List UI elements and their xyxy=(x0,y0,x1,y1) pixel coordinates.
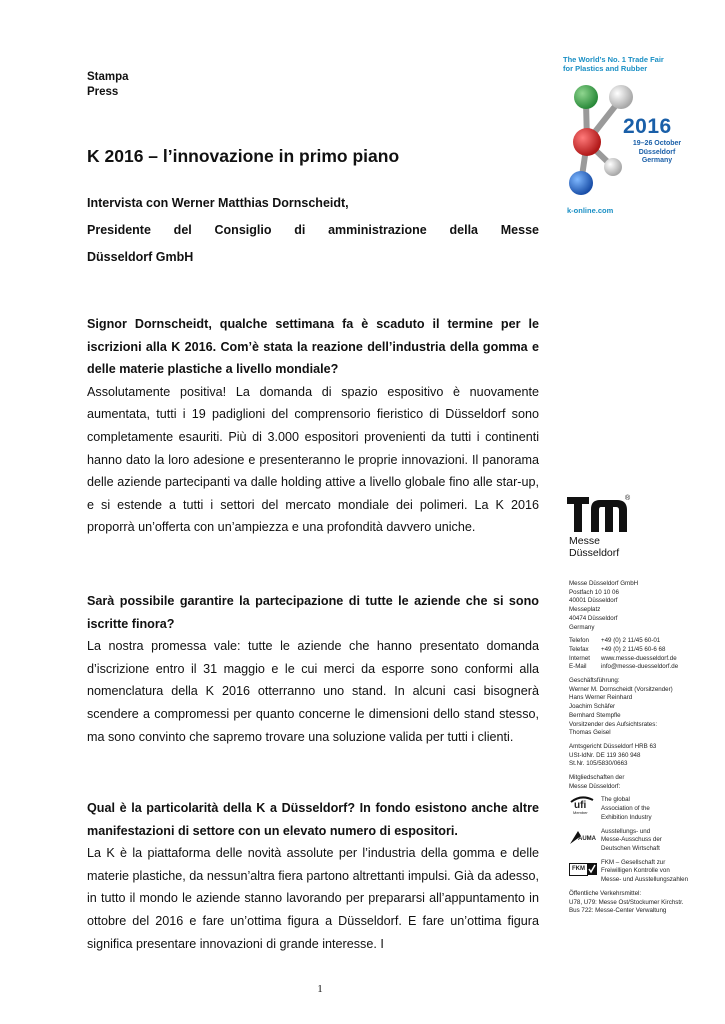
registered-mark: ® xyxy=(625,495,631,502)
ufi-logo-icon: ufi Member xyxy=(569,796,597,816)
qa-block-3 xyxy=(87,797,539,955)
ufi-membership: ufi Member The global Association of the Exhibition Industry xyxy=(569,796,704,822)
header-stampa: Stampa xyxy=(87,71,129,83)
messe-duesseldorf-logo xyxy=(567,495,667,570)
address-block: Messe Düsseldorf GmbH Postfach 10 10 06 40001 Düsseldorf Messeplatz 40474 Düsseldorf Germany xyxy=(569,580,639,631)
page-number: 1 xyxy=(317,983,323,995)
contact-phone: Telefon +49 (0) 2 11/45 60-01 xyxy=(569,637,661,645)
press-header xyxy=(87,70,129,100)
registry-block: Amtsgericht Düsseldorf HRB 63 USt-IdNr. DE 119 360 948 St.Nr. 105/5830/0663 xyxy=(569,742,657,768)
company-info-sidebar xyxy=(569,580,704,921)
contact-email[interactable]: E-Mail info@messe-duesseldorf.de xyxy=(569,663,679,671)
intro-line-3: Düsseldorf GmbH xyxy=(87,250,194,264)
contact-internet[interactable]: Internet www.messe-duesseldorf.de xyxy=(569,654,677,662)
qa-block-2 xyxy=(87,590,539,748)
fkm-membership: FKM FKM – Gesellschaft zur Freiwilligen Kontrolle von Messe- und Ausstellungszahlen xyxy=(569,859,704,885)
question-1: Signor Dornscheidt, qualche settimana fa è scaduto il termine per le iscrizioni alla K 2016. Com’è stata la reazione dell’industria della gomma e delle materie plastiche a livello mondiale? xyxy=(87,317,539,377)
contact-block xyxy=(569,637,704,672)
question-2: Sarà possibile garantire la partecipazione di tutte le aziende che si sono iscritte finora? xyxy=(87,594,539,631)
answer-3: La K è la piattaforma delle novità assolute per l’industria della gomma e delle materie plastiche, da nessun’altra fiera partono altrettanti impulsi. Già da adesso, in tutto il mondo le aziende stanno lavorando per prepararsi all’appuntamento in ottobre del 2016 e fare un’ottima figura a Düsseldorf. E fare un’ottima figura significa presentare innovazioni di grande interesse. I xyxy=(87,846,539,951)
memberships-title: Mitgliedschaften der Messe Düsseldorf: xyxy=(569,774,625,790)
auma-logo-icon: AUMA xyxy=(569,828,597,848)
page-title: K 2016 – l’innovazione in primo piano xyxy=(87,146,400,166)
intro-block xyxy=(87,190,539,271)
transport-block: Öffentliche Verkehrsmittel: U78, U79: Messe Ost/Stockumer Kirchstr. Bus 722: Messe-Center Verwaltung xyxy=(569,889,684,915)
k-dates: 19–26 October Düsseldorf Germany xyxy=(632,140,682,164)
answer-2: La nostra promessa vale: tutte le aziende che hanno presentato domanda d’iscrizione entro il 31 maggio e le cui merci da esporre sono conformi alla nomenclatura della K 2016 otterranno uno stand. In alcuni casi bisognerà scendere a compromessi per quanto concerne le dimensioni dello stand stesso, ma sono convinto che sapremo trovare una soluzione valida per tutti i clienti. xyxy=(87,639,539,744)
answer-1: Assolutamente positiva! La domanda di spazio espositivo è nuovamente aumentata, tutti i 19 padiglioni del comprensorio fieristico di Düsseldorf sono completamente esauriti. Più di 3.000 espositori provenienti da tutti i continenti hanno dato la loro adesione e presenteranno le proprie innovazioni. Il panorama delle aziende partecipanti va dalle holding attive a livello globale fino alle star-up, e si estende a tutti i settori del mercato mondiale dei polimeri. La K 2016 proporrà un’offerta con un’ampiezza e una profondità davvero uniche. xyxy=(87,384,539,535)
messe-name: Messe Düsseldorf xyxy=(569,535,620,559)
auma-membership: AUMA Ausstellungs- und Messe-Ausschuss der Deutschen Wirtschaft xyxy=(569,828,704,854)
header-press: Press xyxy=(87,86,119,98)
intro-line-2: Presidente del Consiglio di amministrazione della Messe xyxy=(87,223,539,237)
k-url: k-online.com xyxy=(567,206,614,215)
contact-fax: Telefax +49 (0) 2 11/45 60-6 68 xyxy=(569,645,666,653)
k-year: 2016 xyxy=(623,115,672,138)
intro-line-1: Intervista con Werner Matthias Dornscheidt, xyxy=(87,196,349,210)
fkm-logo-icon: FKM xyxy=(569,859,597,879)
management-block: Geschäftsführung: Werner M. Dornscheidt (Vorsitzender) Hans Werner Reinhard Joachim Schäfer Bernhard Stempfle Vorsitzender des Aufsichtsrates: Thomas Geisel xyxy=(569,677,673,737)
k2016-logo xyxy=(563,55,693,220)
k-tagline: The World’s No. 1 Trade Fair for Plastics and Rubber xyxy=(563,55,664,73)
question-3: Qual è la particolarità della K a Düsseldorf? In fondo esistono anche altre manifestazioni di settore con un elevato numero di espositori. xyxy=(87,801,539,838)
qa-block-1 xyxy=(87,313,539,539)
